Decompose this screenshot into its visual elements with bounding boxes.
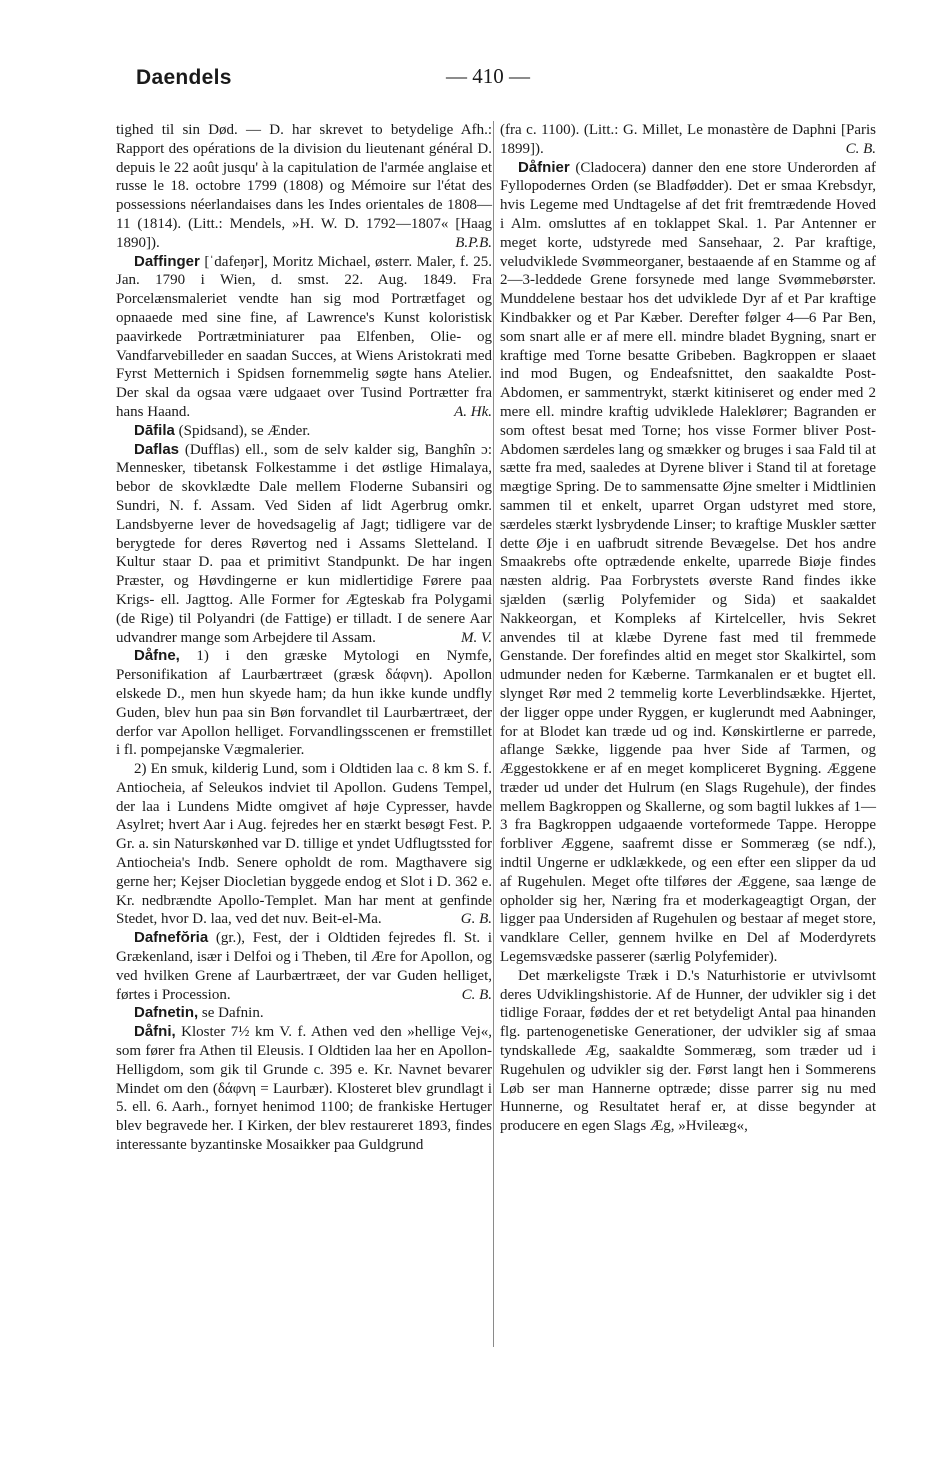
author-signature: A. Hk. [454, 403, 492, 420]
entry-text: (Spidsand), se Ænder. [178, 422, 311, 439]
paragraph [500, 967, 876, 1136]
author-signature: G. B. [460, 911, 492, 928]
author-signature: B.P.B. [455, 234, 492, 251]
encyclopedia-entry [116, 1023, 492, 1155]
entry-text: se Dafnin. [201, 1005, 264, 1022]
entry-headword: Dafnetin, [134, 1004, 199, 1022]
author-signature: C. B. [845, 140, 876, 157]
encyclopedia-entry [116, 929, 492, 1004]
entry-headword: Dåfnier [518, 158, 570, 176]
entry-headword: Dåfni, [134, 1023, 176, 1041]
entry-headword: Dāfila [134, 421, 175, 439]
paragraph [116, 121, 492, 253]
author-signature: C. B. [461, 986, 492, 1003]
left-column [116, 121, 492, 1155]
entry-headword: Dafnefŏria [134, 929, 209, 947]
entry-text: 2) En smuk, kilderig Lund, som i Oldtiden laa c. 8 km S. f. Antiocheia, af Seleukos indviet til Apollon. Gudens Tempel, der laa i Lundens Midte omgivet af høje Cypresser, havde Asylret; hvert Aar i Aug. fejredes her en stærkt besøgt Fest. P. Gr. a. sin Naturskønhed var D. tillige et yndet Udflugtssted for Antiocheia's Indb. Senere opholdt de rom. Magthavere sig gerne her; Kejser Diocletian byggede endog et Slot i D. 362 e. Kr. nedbrændte Apollo-Templet. Man har ment at genfinde Stedet, hvor D. laa, ved det nuv. Beit-el-Ma. [116, 761, 492, 928]
entry-text: Det mærkeligste Træk i D.'s Naturhistorie er utvivlsomt deres Udviklingshistorie. Af de Hunner, der udvikler sig i det tidlige Foraar, føddes der et ret betydeligt Antal paa hinanden flg. partenogenetiske Generationer, der udvikler sig af smaa tyndskallede Æg, saakaldte Sommeræg, som træder ud i Rugehulen og udvikler sig der. Først langt hen i Sommerens Løb ser man Hannerne optræde; disse parrer sig nu med Hunnerne, og Resultatet heraf er, at disse begynder at producere en egen Slags Æg, »Hvileæg«, [500, 967, 876, 1135]
encyclopedia-entry [116, 1004, 492, 1023]
entry-text: (Dufflas) ell., som de selv kalder sig, Banghîn ɔ: Mennesker, tibetansk Folkestamme i det østlige Himalaya, bebor de skovklædte Dale mellem Floderne Subansiri og Sundri, N. f. Assam. Ved Siden af lidt Agerbrug omkr. Landsbyerne lever de hovedsagelig af Jagt; tidligere var de berygtede for deres Røvertog ned i Assams Sletteland. I Kultur staar D. paa et primitivt Standpunkt. De har ingen Præster, og Høvdingerne er kun midlertidige Førere paa Krigs- ell. Jagttog. Alle Former for Ægteskab fra Polygami (de Rige) til Polyandri (de Fattige) er tilladt. I de senere Aar udvandrer mange som Arbejdere til Assam. [116, 441, 493, 646]
entry-text: (Cladocera) danner den ene store Underorden af Fyllopodernes Orden (se Bladfødder). Det er smaa Krebsdyr, hvis Legeme med Undtagelse af det frit fremtrædende Hoved i Alm. omsluttes af en toklappet Skal. 1. Par Antenner er meget korte, udstyrede med Sansehaar, 2. Par kraftige, veludviklede Svømmeorganer, bestaaende af en Stamme og af 2—3-leddede Grene forsynede med lange Svømmebørster. Munddelene bestaar hos det udviklede Dyr af et Par kraftige Kindbakker og et Par Kæber. Derefter følger 4—6 Par Ben, som snart alle er af mere ell. mindre bladet Bygning, snart er kraftige med Torne besatte Gribeben. Bagkroppen er slaaet ind mod Bugen, og Endeafsnittet, den saakaldte Post-Abdomen, er sammentrykt, stærkt kitiniseret og ender med 2 mere ell. mindre kraftig udviklede Haleklører; Bagranden er som oftest besat med Torne; hos visse Former bliver Post-Abdomen særdeles lang og smækker og bruges i saa Fald til at sætte fra med, saaledes at Dyrene bliver i Stand til at foretage mægtige Spring. De to sammensatte Øjne smelter i Midtlinien sammen til et enkelt, uparret Organ udstyret med store, særdeles stærkt lysbrydende Linser; to kraftige Muskler sætter dette Øje i en uafbrudt sitrende Bevægelse. Det hos andre Smaakrebs ofte optrædende enkelte, uparrede Biøje findes næsten aldrig. Paa Forbrystets øverste Rand findes ikke sjælden (særlig Polyfemider og Sida) et saakaldet Nakkeorgan, et Kompleks af Kirtelceller, hvis Sekret anvendes til at klæbe Dyrene fast med til fremmede Genstande. Der forefindes altid en meget stor Skalkirtel, som udmunder neden for Kæberne. Tarmkanalen er et bugtet ell. slynget Rør med 2 temmelig korte Leverblindsække. Hjertet, der ligger oppe under Ryggen, er kuglerundt med Aabninger, for at Blodet kan træde ud og ind. Kønskirtlerne er parrede, aflange Sække, liggende paa hver Side af Tarmen, og Æggestokkene er af en meget kompliceret Bygning. Æggene træder ud under det Hulrum (en Slags Rugehule), der findes mellem Bagkroppen og Skallerne, og som bagtil lukkes af 1—3 fra Bagkroppen udgaaende vorteformede Tappe. Heroppe forbliver Æggene, saafremt disse er Sommeræg (se ndf.), indtil Ungerne er udklækkede, og een efter een slipper da ud af Rugehulen. Meget ofte tilføres der Æggene, saa længe de opholder sig her, Næring fra et moderkageagtigt Organ, der ligger paa Undersiden af Rugehulen og bestaar af meget store, vandklare Celler, gennem hvilke en Del af Moderdyrets Legemsvædske passerer (særlig Polyfemider). [500, 159, 876, 966]
encyclopedia-entry [500, 159, 876, 967]
entry-text: tighed til sin Død. — D. har skrevet to betydelige Afh.: Rapport des opérations de la division du lieutenant général D. depuis le 22 août jusqu' à la capitulation de l'armée anglaise et russe le 18. octobre 1799 (1808) og Mémoire sur l'état des possessions néerlandaises dans les Indes orientales de 1808—11 (1814). (Litt.: Mendels, »H. W. D. 1792—1807« [Haag 1890]). [116, 122, 492, 251]
entry-text: (gr.), Fest, der i Oldtiden fejredes fl. St. i Grækenland, især i Delfoi og i Theben, til Ære for Apollon, og ved hvilken Grene af Laurbærtræet, der var Guden helliget, førtes i Procession. [116, 930, 492, 1003]
page-number: — 410 — [446, 64, 530, 88]
entry-text: (fra c. 1100). (Litt.: G. Millet, Le monastère de Daphni [Paris 1899]). [500, 122, 876, 157]
encyclopedia-entry [116, 647, 492, 760]
entry-text: Kloster 7½ km V. f. Athen ved den »hellige Vej«, som fører fra Athen til Eleusis. I Oldtiden laa her en Apollon-Helligdom, som gik til Grunde c. 395 e. Kr. Navnet bevarer Mindet om den (δάφνη = Laurbær). Klosteret blev grundlagt i 5. ell. 6. Aarh., fornyet henimod 1100; de frankiske Hertuger blev begravede her. I Kirken, der blev restaureret 1893, findes interessante byzantinske Mosaikker paa Guldgrund [116, 1024, 492, 1154]
encyclopedia-entry [116, 253, 492, 422]
author-signature: M. V. [461, 629, 492, 646]
entry-text: 1) i den græske Mytologi en Nymfe, Personifikation af Laurbærtræet (græsk δάφνη). Apollon elskede D., men hun skyede ham; da hun ikke kunde undfly Guden, blev hun paa sin Bøn forvandlet til Laurbærtræet, der derfor var Apollon helliget. Forvandlingsscenen er fremstillet i fl. pompejanske Vægmalerier. [116, 648, 492, 759]
paragraph [116, 760, 492, 929]
entry-text: [ˈdafeŋər], Moritz Michael, østerr. Maler, f. 25. Jan. 1790 i Wien, d. smst. 22. Aug. 1849. Fra Porcelænsmaleriet vendte han sig mod Portrætfaget og opnaaede med sine fine, af Lawrence's Kunst koloristisk paavirkede Portrætminiaturer paa Elfenben, Olie- og Vandfarvebilleder en saadan Succes, at Wiens Aristokrati med Fyrst Metternich i Spidsen fornemmelig søgte hans Atelier. Der skal da ogsaa være udgaaet over Tusind Portrætter fra hans Haand. [116, 253, 492, 420]
encyclopedia-entry [116, 441, 492, 648]
right-column [500, 121, 876, 1136]
paragraph [500, 121, 876, 159]
column-divider [493, 121, 494, 1347]
entry-headword: Daflas [134, 440, 180, 458]
entry-headword: Daffinger [134, 252, 200, 270]
running-head: Daendels [136, 66, 232, 89]
entry-headword: Dåfne, [134, 647, 180, 665]
encyclopedia-entry [116, 422, 492, 441]
